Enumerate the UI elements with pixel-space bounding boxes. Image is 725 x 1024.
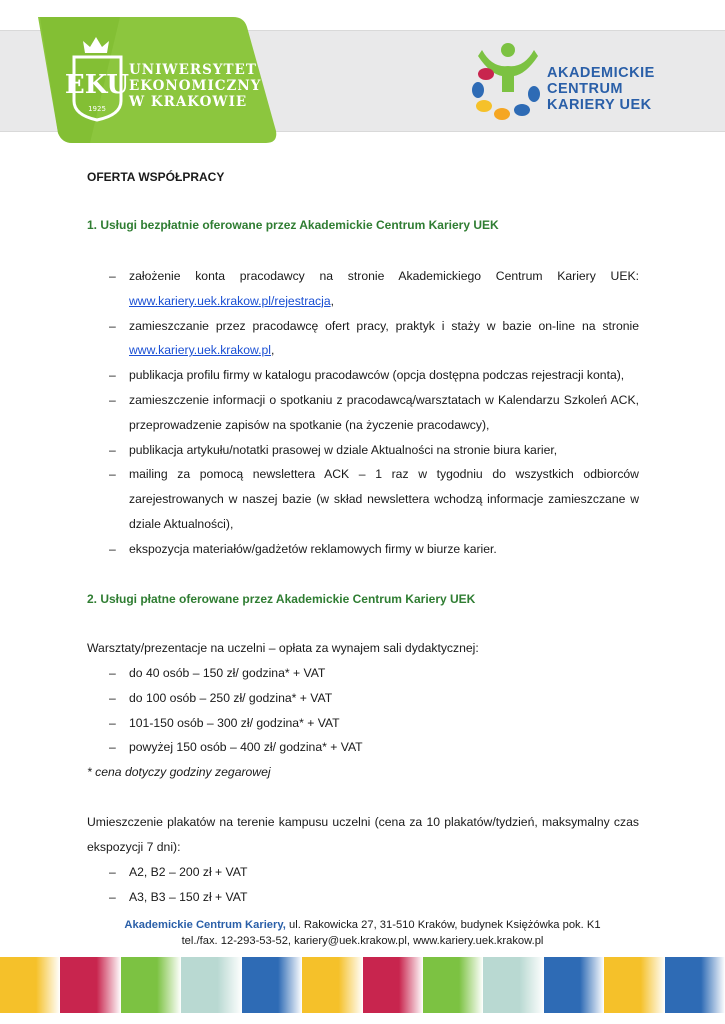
list-item-text: mailing za pomocą newslettera ACK – 1 raz w tygodniu do wszystkich odbiorców zarejestrowanych w naszej bazie (w skład newslettera wchodzą informacje zamieszczane w dziale Aktualności), — [129, 467, 639, 531]
list-item — [87, 661, 639, 686]
list-item — [87, 388, 639, 438]
color-strip-tile — [0, 957, 60, 1013]
list-item — [87, 363, 639, 388]
footer-address-line — [0, 917, 725, 933]
posters-price-list — [87, 860, 639, 910]
list-item-text: publikacja profilu firmy w katalogu pracodawców (opcja dostępna podczas rejestracji konta), — [129, 368, 625, 383]
workshops-price-list — [87, 661, 639, 760]
dash-bullet: – — [109, 368, 116, 383]
color-strip-tile — [181, 957, 241, 1013]
list-item — [87, 711, 639, 736]
color-strip-tile — [423, 957, 483, 1013]
list-item — [87, 885, 639, 910]
list-item-text: zamieszczenie informacji o spotkaniu z pracodawcą/warsztatach w Kalendarzu Szkoleń ACK, przeprowadzenie zapisów na spotkanie (na życzenie pracodawcy), — [129, 392, 639, 432]
footer-address: ul. Rakowicka 27, 31-510 Kraków, budynek Księżówka pok. K1 — [285, 919, 601, 931]
uek-name-line: W KRAKOWIE — [129, 94, 248, 110]
dash-bullet: – — [109, 269, 116, 283]
list-item-text: 101-150 osób – 300 zł/ godzina* + VAT — [129, 715, 340, 730]
list-item-text: powyżej 150 osób – 400 zł/ godzina* + VAT — [129, 740, 363, 755]
ack-name-line: AKADEMICKIE — [547, 65, 655, 81]
color-strip-tile — [242, 957, 302, 1013]
color-strip-tile — [60, 957, 120, 1013]
list-item-text: zamieszczanie przez pracodawcę ofert pracy, praktyk i staży w bazie on-line na stronie — [129, 318, 639, 333]
uek-name — [129, 62, 261, 110]
list-item — [87, 735, 639, 760]
dash-bullet: – — [109, 715, 116, 730]
color-strip-tile — [665, 957, 725, 1013]
color-strip-tile — [363, 957, 423, 1013]
list-item — [87, 462, 639, 536]
list-item-text: publikacja artykułu/notatki prasowej w dziale Aktualności na stronie biura karier, — [129, 442, 558, 457]
color-strip-tile — [483, 957, 543, 1013]
list-item-text: A2, B2 – 200 zł + VAT — [129, 865, 248, 879]
dash-bullet: – — [109, 865, 116, 879]
posters-intro: Umieszczenie plakatów na terenie kampusu uczelni (cena za 10 plakatów/tydzień, maksymalny czas ekspozycji 7 dni): — [87, 815, 639, 854]
dash-bullet: – — [109, 541, 116, 556]
color-strip-tile — [302, 957, 362, 1013]
color-strip-tile — [544, 957, 604, 1013]
ack-name — [547, 65, 655, 113]
footer-org: Akademickie Centrum Kariery, — [124, 919, 286, 931]
price-note: * cena dotyczy godziny zegarowej — [87, 765, 271, 779]
list-item — [87, 314, 639, 364]
section-heading-paid: 2. Usługi płatne oferowane przez Akademickie Centrum Kariery UEK — [87, 592, 476, 606]
color-strip-tile — [121, 957, 181, 1013]
footer — [0, 917, 725, 949]
dash-bullet: – — [109, 690, 116, 705]
color-strip — [0, 957, 725, 1013]
document-title: OFERTA WSPÓŁPRACY — [87, 170, 225, 184]
uek-name-line: EKONOMICZNY — [129, 78, 262, 94]
list-item-suffix: , — [330, 293, 334, 308]
list-item — [87, 860, 639, 885]
list-item-text: do 40 osób – 150 zł/ godzina* + VAT — [129, 666, 326, 680]
uek-year: 1925 — [88, 105, 106, 113]
dash-bullet: – — [109, 467, 116, 482]
dash-bullet: – — [109, 740, 116, 755]
list-item — [87, 438, 639, 463]
list-item — [87, 264, 639, 314]
list-item-text: założenie konta pracodawcy na stronie Akademickiego Centrum Kariery UEK: — [129, 269, 639, 283]
ack-name-line: KARIERY UEK — [547, 97, 652, 113]
list-item-suffix: , — [271, 343, 275, 358]
dash-bullet: – — [109, 442, 116, 457]
ack-logo — [468, 40, 548, 122]
dash-bullet: – — [109, 392, 116, 407]
color-strip-tile — [604, 957, 664, 1013]
registration-link[interactable]: www.kariery.uek.krakow.pl/rejestracja — [129, 293, 331, 308]
list-item — [87, 686, 639, 711]
workshops-intro: Warsztaty/prezentacje na uczelni – opłata za wynajem sali dydaktycznej: — [87, 641, 479, 655]
dash-bullet: – — [109, 318, 116, 333]
uek-monogram: EKU — [64, 70, 130, 100]
ack-name-line: CENTRUM — [547, 81, 623, 97]
uek-name-line: UNIWERSYTET — [129, 62, 257, 78]
list-item — [87, 537, 639, 562]
section-heading-free: 1. Usługi bezpłatnie oferowane przez Akademickie Centrum Kariery UEK — [87, 218, 499, 232]
dash-bullet: – — [109, 889, 116, 904]
list-item-text: do 100 osób – 250 zł/ godzina* + VAT — [129, 690, 333, 705]
dash-bullet: – — [109, 666, 116, 680]
kariery-site-link[interactable]: www.kariery.uek.krakow.pl — [129, 343, 272, 358]
footer-contact: tel./fax. 12-293-53-52, kariery@uek.krakow.pl, www.kariery.uek.krakow.pl — [181, 935, 544, 947]
free-services-list — [87, 264, 639, 562]
list-item-text: ekspozycja materiałów/gadżetów reklamowych firmy w biurze karier. — [129, 541, 497, 556]
list-item-text: A3, B3 – 150 zł + VAT — [129, 889, 248, 904]
